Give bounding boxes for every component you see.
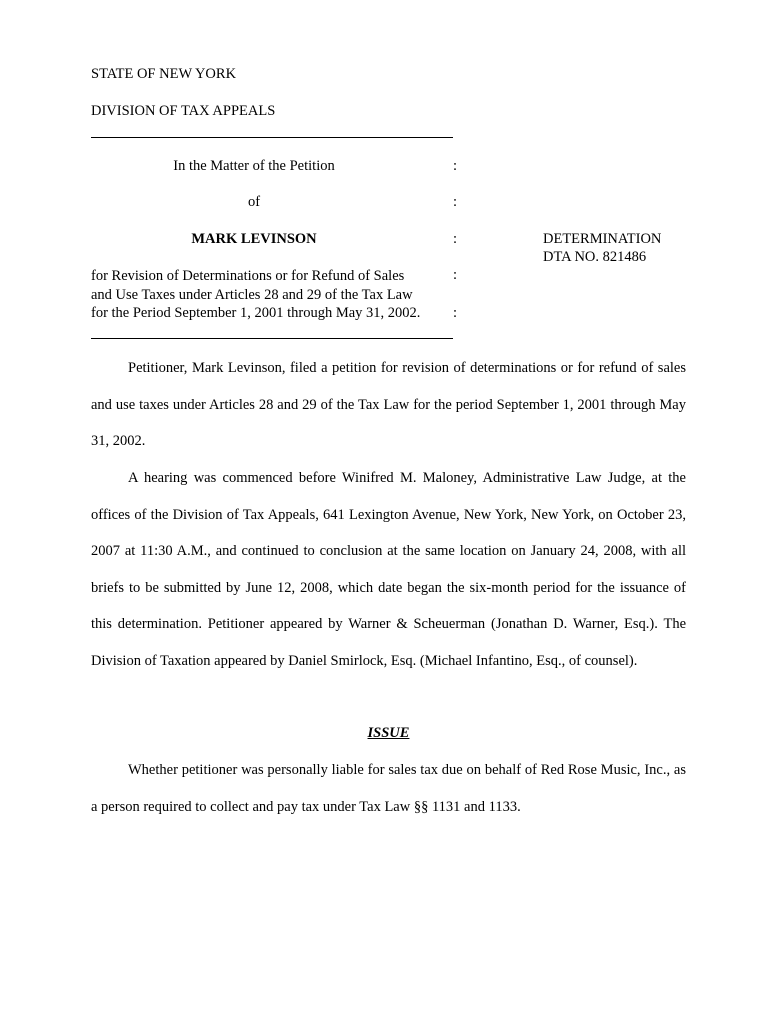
petitioner-name: MARK LEVINSON [191, 231, 317, 247]
purpose-line: for Revision of Determinations or for Refund of Sales [91, 268, 405, 284]
paragraph-text: Whether petitioner was personally liable for sales tax due on behalf of Red Rose Music, Inc., as a person required to collect and pay tax under Tax Law §§ 1131 and 1133. [91, 762, 686, 815]
matter-line: In the Matter of the Petition [173, 158, 335, 174]
caption-colon: : [453, 231, 458, 247]
paragraph-issue [91, 752, 686, 825]
caption-colon: : [453, 267, 458, 283]
dta-number: DTA NO. 821486 [543, 249, 647, 265]
caption-colon: : [453, 158, 458, 174]
petition-purpose [91, 267, 420, 323]
issue-heading: ISSUE [367, 725, 410, 741]
caption-bottom-rule [91, 338, 453, 339]
state-heading: STATE OF NEW YORK [91, 66, 237, 82]
paragraph-petition [91, 350, 686, 460]
caption-colon: : [453, 194, 458, 210]
of-line: of [247, 194, 261, 210]
purpose-line: for the Period September 1, 2001 through May 31, 2002. [91, 305, 421, 321]
caption-colon: : [453, 305, 458, 321]
paragraph-text: Petitioner, Mark Levinson, filed a petition for revision of determinations or for refund of sales and use taxes under Articles 28 and 29 of the Tax Law for the period September 1, 2001 through May 31, 2002. [91, 360, 686, 449]
division-heading: DIVISION OF TAX APPEALS [91, 103, 276, 119]
determination-label: DETERMINATION [543, 231, 662, 247]
paragraph-text: A hearing was commenced before Winifred M. Maloney, Administrative Law Judge, at the offices of the Division of Tax Appeals, 641 Lexington Avenue, New York, New York, on October 23, 2007 at 11:30 A.M., and continued to conclusion at the same location on January 24, 2008, with all briefs to be submitted by June 12, 2008, which date began the six-month period for the issuance of this determination. Petitioner appeared by Warner & Scheuerman (Jonathan D. Warner, Esq.). The Division of Taxation appeared by Daniel Smirlock, Esq. (Michael Infantino, Esq., of counsel). [91, 470, 686, 669]
caption-top-rule [91, 137, 453, 138]
paragraph-hearing [91, 460, 686, 679]
purpose-line: and Use Taxes under Articles 28 and 29 of the Tax Law [91, 286, 413, 303]
